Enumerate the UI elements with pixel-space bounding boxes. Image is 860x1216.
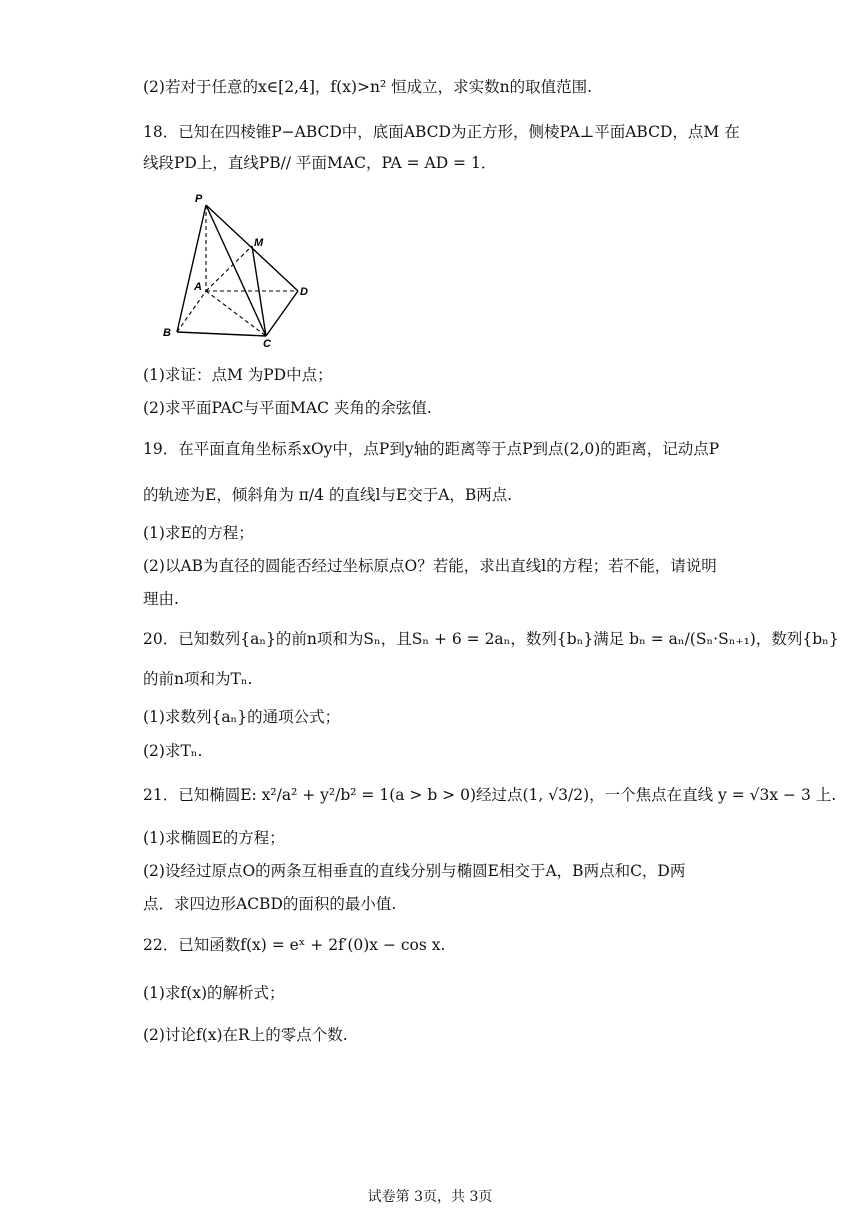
q21-part2-line1: (2)设经过原点O的两条互相垂直的直线分别与椭圆E相交于A，B两点和C，D两 bbox=[143, 862, 686, 880]
pyramid-figure bbox=[160, 185, 320, 350]
q22-stem: 22．已知函数f(x) = eˣ + 2f′(0)x − cos x. bbox=[143, 936, 446, 954]
q22-part2: (2)讨论f(x)在R上的零点个数. bbox=[143, 1026, 348, 1044]
q19-part1: (1)求E的方程； bbox=[143, 524, 254, 542]
q18-stem-line1: 18．已知在四棱锥P−ABCD中，底面ABCD为正方形，侧棱PA⊥平面ABCD，点M 在 bbox=[143, 123, 740, 141]
q18-part2: (2)求平面PAC与平面MAC 夹角的余弦值. bbox=[143, 399, 432, 417]
q17-part2: (2)若对于任意的x∈[2,4]，f(x)>n² 恒成立，求实数n的取值范围. bbox=[143, 78, 593, 96]
q19-part2-line2: 理由. bbox=[143, 590, 179, 608]
q19-part2-line1: (2)以AB为直径的圆能否经过坐标原点O？若能，求出直线l的方程；若不能，请说明 bbox=[143, 557, 717, 575]
q20-part1: (1)求数列{aₙ}的通项公式； bbox=[143, 708, 341, 726]
page-footer: 试卷第 3页，共 3页 bbox=[367, 1189, 493, 1205]
q19-stem-line2: 的轨迹为E，倾斜角为 π/4 的直线l与E交于A，B两点. bbox=[143, 486, 513, 504]
q21-part1: (1)求椭圆E的方程； bbox=[143, 829, 285, 847]
q22-part1: (1)求f(x)的解析式； bbox=[143, 984, 285, 1002]
q18-part1: (1)求证：点M 为PD中点； bbox=[143, 366, 333, 384]
label-P: P bbox=[195, 193, 203, 205]
q21-stem: 21．已知椭圆E: x²/a² + y²/b² = 1(a > b > 0)经过点(1, √3/2)，一个焦点在直线 y = √3x − 3 上. bbox=[143, 786, 837, 804]
label-D: D bbox=[300, 286, 308, 298]
label-A: A bbox=[194, 281, 202, 293]
q18-stem-line2: 线段PD上，直线PB// 平面MAC，PA = AD = 1． bbox=[143, 154, 497, 172]
q19-stem-line1: 19．在平面直角坐标系xOy中，点P到y轴的距离等于点P到点(2,0)的距离，记动点P bbox=[143, 440, 720, 458]
q20-part2: (2)求Tₙ. bbox=[143, 742, 203, 760]
label-B: B bbox=[163, 327, 171, 339]
q21-part2-line2: 点．求四边形ACBD的面积的最小值. bbox=[143, 895, 397, 913]
q20-stem-line1: 20．已知数列{aₙ}的前n项和为Sₙ，且Sₙ + 6 = 2aₙ，数列{bₙ}满足 bₙ = aₙ/(Sₙ·Sₙ₊₁)，数列{bₙ} bbox=[143, 630, 839, 648]
label-M: M bbox=[254, 237, 264, 249]
label-C: C bbox=[263, 338, 271, 350]
q20-stem-line2: 的前n项和为Tₙ. bbox=[143, 670, 253, 688]
